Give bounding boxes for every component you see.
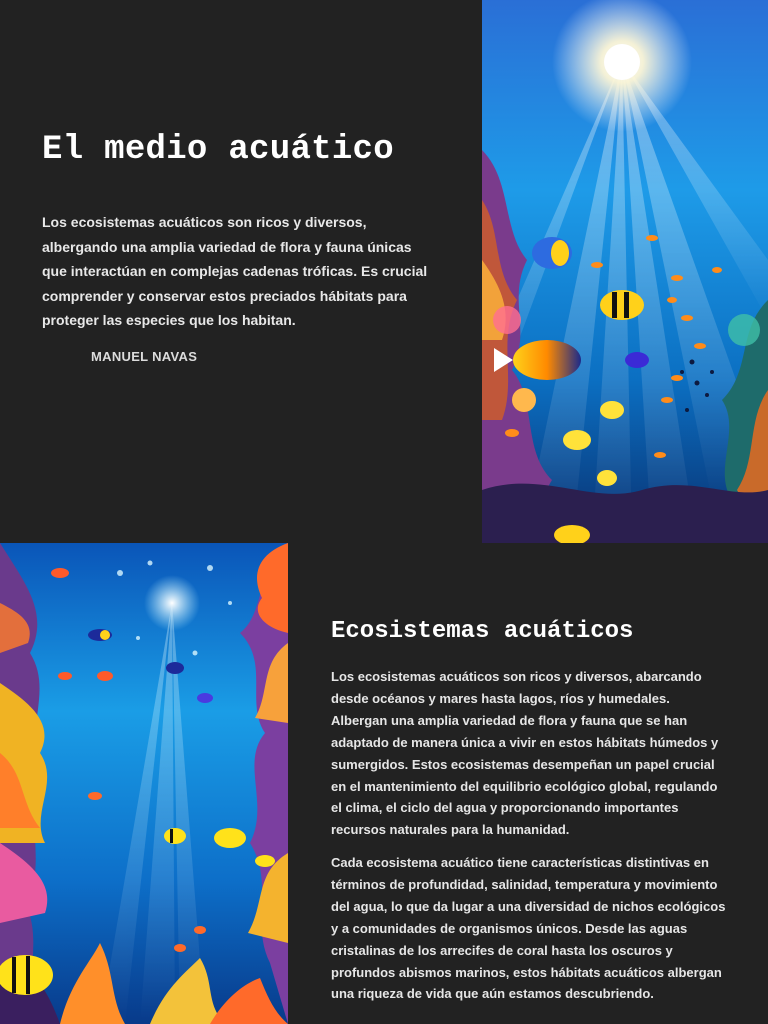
section-paragraph: Los ecosistemas acuáticos son ricos y diversos, abarcando desde océanos y mares hasta lagos, ríos y humedales. Albergan una amplia variedad de flora y fauna que se han adaptado de manera única a vivir en estos hábitats húmedos y sumergidos. Estos ecosistemas desempeñan un papel crucial en el mantenimiento del equilibrio ecológico global, regulando el clima, el ciclo del agua y proporcionando importantes recursos naturales para la humanidad. — [331, 669, 719, 838]
author-name: MANUEL NAVAS — [91, 349, 198, 364]
section-title: Ecosistemas acuáticos — [331, 618, 634, 645]
intro-paragraph: Los ecosistemas acuáticos son ricos y diversos, albergando una amplia variedad de flora y fauna únicas que interactúan en complejas cadenas tróficas. Es crucial comprender y conservar estos preciados hábitats para proteger las especies que los habitan. — [42, 214, 428, 328]
page-title: El medio acuático — [42, 131, 394, 169]
section-paragraph: Cada ecosistema acuático tiene características distintivas en términos de profundidad, salinidad, temperatura y movimiento del agua, lo que da lugar a una diversidad de nichos ecológicos y a comunidades de organismos únicos. Desde las aguas cristalinas de los arrecifes de coral hasta los oscuros y profundos abismos marinos, estos hábitats acuáticos albergan una riqueza de vida que aún estamos descubriendo. — [331, 855, 726, 1002]
reef-sunlight-image — [482, 0, 768, 543]
coral-reef-image — [0, 543, 288, 1024]
